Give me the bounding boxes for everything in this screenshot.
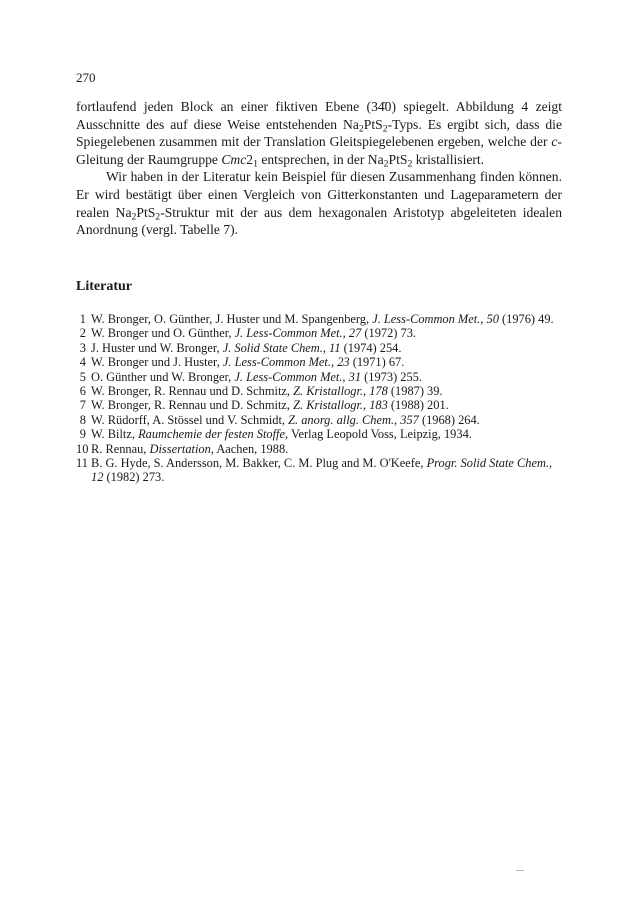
reference-item	[76, 456, 562, 485]
reference-text	[91, 370, 422, 384]
text-run: -Typs. Es ergibt sich, dass die Spiegelebenen zusammen mit der Translation Gleitspiegelebenen ergeben, welche der	[76, 116, 562, 150]
text-run: PtS	[363, 116, 383, 132]
subscript: 2	[155, 211, 161, 222]
reference-item	[76, 326, 562, 340]
reference-volume: 23	[337, 355, 350, 370]
paragraph	[76, 98, 562, 168]
reference-journal: J. Solid State Chem.,	[222, 340, 326, 355]
reference-details: (1976) 49.	[502, 312, 554, 326]
reference-number: 2	[79, 326, 86, 341]
text-run: 4̄	[377, 99, 385, 114]
reference-journal: Raumchemie der festen Stoffe,	[138, 427, 289, 442]
reference-volume: 27	[348, 326, 362, 341]
reference-journal: Dissertation,	[149, 441, 214, 456]
reference-volume: 178	[369, 384, 388, 399]
reference-journal: Z. Kristallogr.,	[293, 398, 367, 413]
reference-text	[91, 427, 472, 441]
page-number: 270	[76, 70, 96, 85]
reference-text	[91, 312, 554, 326]
reference-number: 7	[79, 398, 86, 413]
body-text	[76, 98, 562, 239]
reference-journal: Z. Kristallogr.,	[293, 384, 367, 399]
reference-authors: O. Günther und W. Bronger,	[91, 369, 232, 384]
reference-details: (1987) 39.	[390, 384, 443, 399]
reference-number: 10	[76, 441, 89, 456]
reference-details: (1972) 73.	[364, 326, 416, 341]
reference-volume: 11	[329, 340, 341, 355]
reference-list	[76, 312, 562, 485]
reference-number: 11	[76, 456, 88, 471]
text-run: PtS	[388, 151, 408, 167]
reference-details: Verlag Leopold Voss, Leipzig, 1934.	[290, 427, 472, 442]
reference-details: (1988) 201.	[390, 398, 449, 413]
reference-authors: W. Bronger, O. Günther, J. Huster und M. Spangenberg,	[91, 312, 370, 326]
reference-item	[76, 355, 562, 369]
reference-details: (1968) 264.	[421, 412, 480, 427]
reference-item	[76, 427, 562, 441]
subscript: 2	[407, 158, 413, 170]
text-run: 0) spiegelt. Abbildung 4 zeigt Ausschnitte des auf diese Weise entstehenden Na	[76, 99, 563, 132]
italic-text: c	[551, 134, 558, 150]
reference-number: 1	[79, 312, 86, 326]
reference-number: 9	[79, 427, 86, 442]
reference-authors: J. Huster und W. Bronger,	[91, 340, 220, 355]
reference-text	[91, 341, 401, 355]
text-run: Wir haben in der Literatur kein Beispiel für diesen Zusammenhang finden können. Er wird bestätigt über einen Vergleich von Gitterkonstanten und Lageparametern der realen Na	[76, 169, 562, 220]
reference-text	[91, 398, 449, 412]
reference-details: (1973) 255.	[364, 369, 422, 384]
text-run: 2	[246, 151, 254, 167]
reference-text	[91, 413, 480, 427]
reference-journal: J. Less-Common Met.,	[372, 312, 484, 326]
reference-text	[91, 456, 552, 484]
reference-item	[76, 398, 562, 412]
reference-text	[91, 355, 404, 369]
reference-item	[76, 413, 562, 427]
reference-volume: 357	[400, 412, 419, 427]
reference-authors: W. Bronger und J. Huster,	[91, 355, 220, 370]
reference-journal: Progr. Solid State Chem.,	[426, 456, 553, 471]
reference-item	[76, 370, 562, 384]
reference-number: 3	[79, 340, 86, 355]
reference-authors: W. Biltz,	[91, 427, 135, 442]
reference-text	[91, 384, 443, 398]
reference-authors: B. G. Hyde, S. Andersson, M. Bakker, C. M. Plug and M. O'Keefe,	[91, 456, 424, 471]
subscript: 2	[131, 211, 137, 222]
reference-journal: Z. anorg. allg. Chem.,	[288, 412, 398, 427]
text-run: -Struktur mit der aus dem hexagonalen Aristotyp abgeleiteten idealen Anordnung (vergl. Tabelle 7).	[76, 204, 562, 238]
reference-text	[91, 442, 288, 456]
reference-volume: 183	[369, 398, 388, 413]
italic-text: Cmc	[221, 151, 247, 167]
reference-volume: 31	[348, 369, 362, 384]
reference-authors: W. Bronger, R. Rennau und D. Schmitz,	[91, 398, 290, 413]
reference-journal: J. Less-Common Met.,	[222, 355, 335, 370]
reference-volume: 12	[91, 470, 104, 485]
reference-text	[91, 326, 416, 340]
text-run: kristallisiert.	[412, 151, 485, 167]
reference-details: Aachen, 1988.	[216, 441, 289, 456]
reference-item	[76, 442, 562, 456]
subscript: 2	[382, 123, 388, 135]
text-run: -Gleitung der Raumgruppe	[76, 134, 562, 167]
reference-number: 5	[79, 369, 86, 384]
reference-details: (1974) 254.	[343, 340, 402, 355]
reference-authors: W. Bronger und O. Günther,	[91, 326, 232, 341]
subscript: 2	[383, 158, 389, 170]
reference-journal: J. Less-Common Met.,	[234, 326, 346, 341]
reference-number: 8	[79, 412, 86, 427]
reference-number: 4	[79, 355, 86, 370]
reference-details: (1982) 273.	[106, 470, 165, 485]
reference-authors: R. Rennau,	[91, 441, 147, 456]
subscript: 1	[253, 158, 258, 170]
subscript: 2	[358, 123, 364, 135]
reference-journal: J. Less-Common Met.,	[234, 369, 346, 384]
reference-item	[76, 312, 562, 326]
text-run: fortlaufend jeden Block an einer fiktiven Ebene (3	[76, 99, 378, 114]
reference-item	[76, 384, 562, 398]
paragraph	[76, 168, 562, 238]
reference-volume: 50	[486, 312, 499, 326]
text-run: PtS	[136, 204, 156, 220]
scan-mark	[516, 870, 524, 871]
reference-number: 6	[79, 384, 86, 399]
section-heading: Literatur	[76, 279, 132, 294]
reference-item	[76, 341, 562, 355]
reference-authors: W. Rüdorff, A. Stössel und V. Schmidt,	[91, 412, 286, 427]
text-run: entsprechen, in der Na	[257, 151, 384, 167]
reference-details: (1971) 67.	[352, 355, 405, 370]
reference-authors: W. Bronger, R. Rennau und D. Schmitz,	[91, 384, 290, 399]
